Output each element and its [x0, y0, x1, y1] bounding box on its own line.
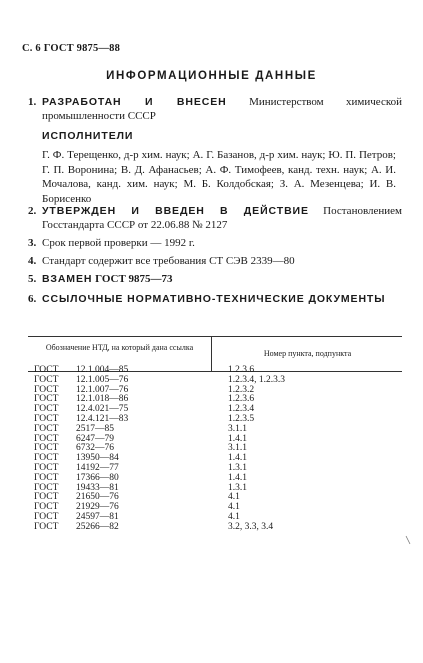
- section-1-text: [42, 95, 402, 123]
- row-gost-prefix: ГОСТ: [34, 482, 59, 493]
- row-gost-prefix: ГОСТ: [34, 521, 59, 532]
- row-clause-number: 1.4.1: [228, 472, 247, 483]
- row-clause-number: 1.2.3.4, 1.2.3.3: [228, 374, 285, 385]
- section-1-body: Министерством химической промышленности СССР: [42, 96, 403, 122]
- row-document-code: 19433—81: [76, 482, 119, 493]
- row-document-code: 6247—79: [76, 433, 114, 444]
- table-row: [28, 523, 402, 533]
- row-clause-number: 4.1: [228, 502, 240, 513]
- row-gost-prefix: ГОСТ: [34, 414, 59, 424]
- row-gost-prefix: ГОСТ: [34, 433, 59, 444]
- row-document-code: 24597—81: [76, 512, 119, 522]
- section-2-number: 2.: [28, 205, 37, 217]
- row-gost-prefix: ГОСТ: [34, 463, 59, 473]
- scan-mark: [405, 535, 411, 545]
- row-clause-number: 1.2.3.6: [228, 365, 255, 375]
- row-clause-number: 3.2, 3.3, 3.4: [228, 521, 274, 532]
- section-3-text: Срок первой проверки — 1992 г.: [42, 237, 195, 249]
- row-document-code: 12.4.021—75: [76, 404, 129, 415]
- row-gost-prefix: ГОСТ: [34, 492, 59, 503]
- row-document-code: 13950—84: [76, 453, 119, 464]
- section-3-number: 3.: [28, 237, 37, 249]
- section-5-number: 5.: [28, 273, 37, 285]
- row-document-code: 12.4.121—83: [76, 414, 129, 424]
- row-gost-prefix: ГОСТ: [34, 443, 59, 454]
- row-document-code: 2517—85: [76, 423, 114, 434]
- row-clause-number: 1.3.1: [228, 482, 247, 493]
- page-header: С. 6 ГОСТ 9875—88: [22, 43, 121, 54]
- row-gost-prefix: ГОСТ: [34, 404, 59, 415]
- section-1-heading: РАЗРАБОТАН И ВНЕСЕН: [42, 96, 227, 108]
- section-4-number: 4.: [28, 255, 37, 267]
- row-clause-number: 4.1: [228, 512, 240, 522]
- row-document-code: 12.1.004—85: [76, 365, 129, 375]
- row-gost-prefix: ГОСТ: [34, 502, 59, 513]
- row-clause-number: 4.1: [228, 492, 240, 503]
- row-document-code: 21650—76: [76, 492, 119, 503]
- column-header-clause: Номер пункта, подпункта: [263, 349, 352, 358]
- performers-title: ИСПОЛНИТЕЛИ: [42, 130, 134, 142]
- row-document-code: 17366—80: [76, 472, 119, 483]
- row-clause-number: 3.1.1: [228, 443, 247, 454]
- row-gost-prefix: ГОСТ: [34, 423, 59, 434]
- row-document-code: 12.1.007—76: [76, 384, 129, 395]
- section-1-number: 1.: [28, 96, 37, 108]
- row-clause-number: 1.4.1: [228, 453, 247, 464]
- row-document-code: 6732—76: [76, 443, 114, 454]
- row-document-code: 25266—82: [76, 521, 119, 532]
- row-gost-prefix: ГОСТ: [34, 394, 59, 405]
- section-5-body: ГОСТ 9875—73: [95, 273, 173, 285]
- row-gost-prefix: ГОСТ: [34, 384, 59, 395]
- section-4-text: Стандарт содержит все требования СТ СЭВ 2339—80: [42, 255, 295, 267]
- row-document-code: 14192—77: [76, 463, 119, 473]
- section-2-text: [42, 204, 402, 232]
- row-gost-prefix: ГОСТ: [34, 374, 59, 385]
- column-header-document: Обозначение НТД, на который дана ссылка: [28, 337, 212, 371]
- row-gost-prefix: ГОСТ: [34, 512, 59, 522]
- page-title: ИНФОРМАЦИОННЫЕ ДАННЫЕ: [106, 70, 317, 82]
- row-clause-number: 1.2.3.2: [228, 384, 255, 395]
- section-2-body: Постановлением Госстандарта СССР от 22.06.88 № 2127: [42, 205, 402, 231]
- row-document-code: 12.1.005—76: [76, 374, 129, 385]
- section-5-heading: ВЗАМЕН: [42, 273, 93, 285]
- row-clause-number: 3.1.1: [228, 423, 247, 434]
- row-clause-number: 1.2.3.6: [228, 394, 255, 405]
- section-6-number: 6.: [28, 293, 37, 305]
- row-clause-number: 1.4.1: [228, 433, 247, 444]
- performers-list: Г. Ф. Терещенко, д-р хим. наук; А. Г. Базанов, д-р хим. наук; Ю. П. Петров; Г. П. Воронина; В. Д. Афанасьев; А. Ф. Тимофеев, канд. техн. наук; А. И. Мочалова, канд. хим. наук; М. Б. Колдобская; З. А. Мезенцева; И. В. Борисенко: [42, 149, 396, 205]
- section-6-heading: ССЫЛОЧНЫЕ НОРМАТИВНО-ТЕХНИЧЕСКИЕ ДОКУМЕНТЫ: [42, 293, 386, 305]
- row-clause-number: 1.3.1: [228, 463, 247, 473]
- row-document-code: 21929—76: [76, 502, 119, 513]
- section-5-text: [42, 272, 402, 286]
- row-gost-prefix: ГОСТ: [34, 365, 59, 375]
- row-gost-prefix: ГОСТ: [34, 472, 59, 483]
- references-table: [28, 336, 402, 532]
- row-clause-number: 1.2.3.4: [228, 404, 255, 415]
- row-clause-number: 1.2.3.5: [228, 414, 255, 424]
- section-2-heading: УТВЕРЖДЕН И ВВЕДЕН В ДЕЙСТВИЕ: [42, 205, 309, 217]
- row-gost-prefix: ГОСТ: [34, 453, 59, 464]
- row-document-code: 12.1.018—86: [76, 394, 129, 405]
